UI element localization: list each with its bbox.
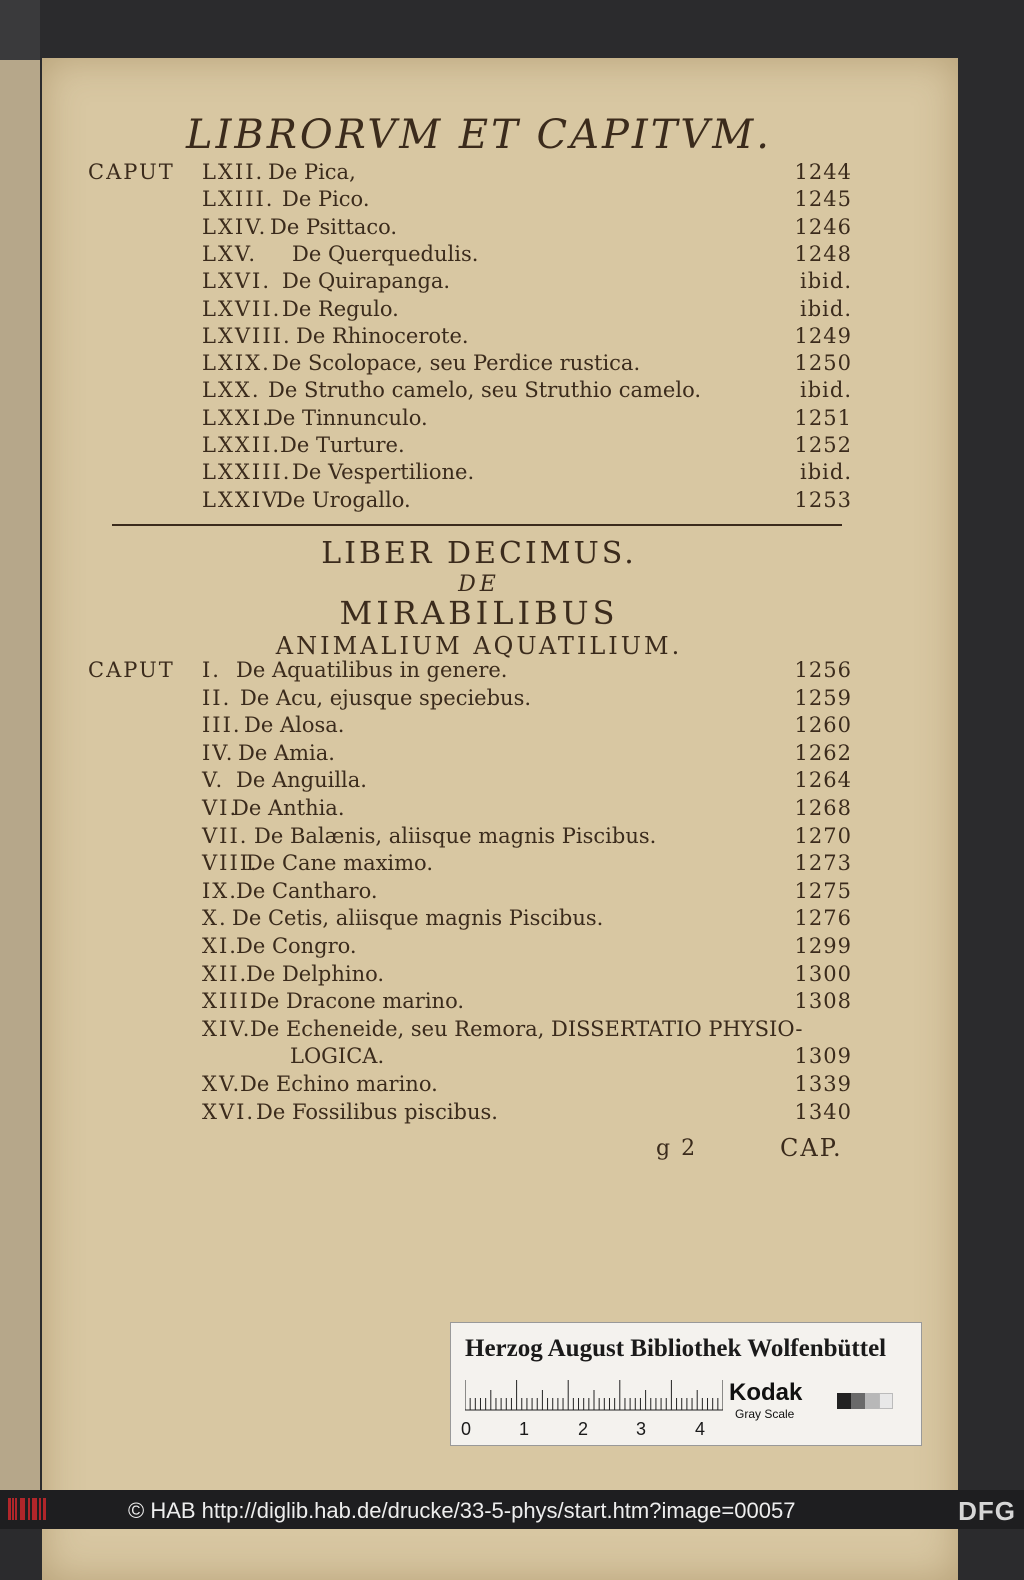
page-number: 1252	[794, 433, 852, 457]
running-title: LIBRORVM ET CAPITVM.	[186, 112, 772, 158]
gray-swatch	[879, 1393, 893, 1409]
ruler-number: 4	[695, 1419, 706, 1439]
catchword: CAP.	[780, 1134, 843, 1162]
chapter-number: LXIX.	[202, 351, 271, 376]
page-number: 1262	[794, 740, 852, 765]
hab-logo-icon	[8, 1498, 48, 1520]
chapter-entry	[0, 824, 958, 851]
logo-bar	[39, 1498, 41, 1520]
chapter-number: LXIII.	[202, 187, 275, 212]
chapter-number: LXII.	[202, 160, 265, 184]
logo-bar	[15, 1498, 17, 1520]
chapter-number: X.	[202, 906, 228, 931]
chapter-title: De Echino marino.	[240, 1072, 438, 1096]
chapter-number: LXXIV.	[202, 487, 285, 512]
chapter-title: De Cane maximo.	[246, 851, 434, 876]
chapter-title: De Alosa.	[244, 713, 345, 738]
chapter-number: XV.	[202, 1072, 242, 1096]
chapter-title: De Urogallo.	[276, 487, 411, 512]
chapter-title: De Tinnunculo.	[266, 405, 428, 430]
chapter-entry	[0, 851, 958, 878]
page-number: 1251	[794, 405, 852, 430]
page-number: 1256	[794, 658, 852, 682]
page-number: 1248	[794, 241, 852, 266]
chapter-number: I.	[202, 658, 221, 682]
page-number: 1275	[794, 878, 852, 903]
chapter-entry	[0, 269, 958, 296]
chapter-entry	[0, 187, 958, 214]
page-number: 1299	[794, 934, 852, 958]
chapter-number: LXVII.	[202, 296, 282, 321]
caput-label: CAPUT	[88, 658, 175, 682]
logo-bar	[12, 1498, 14, 1520]
chapter-entry	[0, 879, 958, 906]
chapter-entry	[0, 934, 958, 961]
logo-bar	[23, 1498, 25, 1520]
chapter-entry	[0, 989, 958, 1016]
copyright-link[interactable]: © HAB http://diglib.hab.de/drucke/33-5-phys/start.htm?image=00057	[128, 1498, 796, 1523]
chapter-entry	[0, 768, 958, 795]
chapter-entry	[0, 1017, 958, 1044]
chapter-number: LXV.	[202, 241, 258, 266]
chapter-number: V.	[202, 768, 225, 793]
page-number: ibid.	[800, 296, 852, 321]
page-number: 1260	[794, 713, 852, 738]
chapter-entry	[0, 1044, 958, 1071]
page-number: ibid.	[800, 378, 852, 403]
chapter-entry	[0, 1072, 958, 1099]
kodak-brand: Kodak	[729, 1379, 803, 1406]
chapter-number: LXXIII.	[202, 460, 292, 485]
chapter-title: De Anguilla.	[236, 768, 367, 793]
page-number: 1270	[794, 823, 852, 848]
gray-swatch	[851, 1393, 865, 1409]
chapter-title: LOGICA.	[290, 1044, 385, 1069]
chapter-title: De Amia.	[238, 740, 335, 765]
chapter-title: De Echeneide, seu Remora, DISSERTATIO PHYSIO-	[250, 1016, 803, 1041]
page-number: 1246	[794, 214, 852, 239]
chapter-number: VIII.	[202, 851, 259, 876]
chapter-title: De Cantharo.	[236, 878, 378, 903]
page-number: 1250	[794, 351, 852, 376]
chapter-number: XI.	[202, 934, 238, 958]
chapter-entry	[0, 686, 958, 713]
chapter-number: XIII.	[202, 989, 259, 1014]
logo-bar	[35, 1498, 37, 1520]
chapter-number: VI.	[202, 796, 239, 820]
page-number: ibid.	[800, 269, 852, 294]
page-number: 1308	[794, 989, 852, 1014]
page-number: 1273	[794, 851, 852, 876]
page-number: 1249	[794, 323, 852, 348]
chapter-entry	[0, 796, 958, 823]
page-number: 1268	[794, 796, 852, 820]
chapter-title: De Quirapanga.	[282, 269, 451, 294]
page-number: 1259	[794, 685, 852, 710]
chapter-entry	[0, 242, 958, 269]
chapter-number: IX.	[202, 878, 238, 903]
chapter-number: II.	[202, 685, 232, 710]
chapter-title: De Delphino.	[246, 961, 385, 986]
chapter-title: De Aquatilibus in genere.	[236, 658, 508, 682]
chapter-number: III.	[202, 713, 242, 738]
chapter-entry	[0, 215, 958, 242]
book-number: LIBER DECIMUS.	[321, 536, 637, 571]
page-number: ibid.	[800, 460, 852, 485]
logo-bar	[28, 1498, 30, 1520]
chapter-title: De Fossilibus piscibus.	[256, 1099, 498, 1124]
chapter-number: XVI.	[202, 1099, 256, 1124]
chapter-title: De Pico.	[282, 187, 370, 212]
gray-swatch	[837, 1393, 851, 1409]
chapter-entry	[0, 658, 958, 685]
chapter-title: De Dracone marino.	[250, 989, 465, 1014]
logo-bar	[43, 1498, 46, 1520]
chapter-entry	[0, 324, 958, 351]
ruler-number: 1	[519, 1419, 530, 1439]
section-divider	[112, 524, 842, 526]
chapter-title: De Strutho camelo, seu Struthio camelo.	[268, 378, 702, 403]
scale-ruler	[465, 1377, 723, 1411]
chapter-number: LXVIII.	[202, 323, 292, 348]
chapter-entry	[0, 160, 958, 187]
chapter-number: LXXII.	[202, 433, 282, 457]
page-number: 1253	[794, 487, 852, 512]
chapter-number: LXIV.	[202, 214, 268, 239]
page-number: 1339	[794, 1072, 852, 1096]
chapter-number: IV.	[202, 740, 235, 765]
chapter-number: LXXI.	[202, 405, 271, 430]
chapter-title: De Vespertilione.	[292, 460, 475, 485]
chapter-entry	[0, 906, 958, 933]
chapter-title: De Scolopace, seu Perdice rustica.	[272, 351, 641, 376]
chapter-entry	[0, 406, 958, 433]
chapter-entry	[0, 962, 958, 989]
chapter-entry	[0, 488, 958, 515]
chapter-title: De Balænis, aliisque magnis Piscibus.	[254, 823, 657, 848]
chapter-title: De Anthia.	[232, 796, 345, 820]
chapter-entry	[0, 713, 958, 740]
chapter-title: De Psittaco.	[270, 214, 398, 239]
chapter-entry	[0, 433, 958, 460]
chapter-entry	[0, 741, 958, 768]
ruler-number: 0	[461, 1419, 472, 1439]
page-number: 1264	[794, 768, 852, 793]
page-number: 1309	[794, 1044, 852, 1069]
chapter-title: De Pica,	[268, 160, 356, 184]
chapter-number: VII.	[202, 823, 249, 848]
book-subtitle: ANIMALIUM AQUATILIUM.	[275, 632, 683, 660]
logo-bar	[8, 1498, 11, 1520]
chapter-number: XIV.	[202, 1016, 252, 1041]
library-name: Herzog August Bibliothek Wolfenbüttel	[465, 1335, 887, 1362]
chapter-title: De Turture.	[280, 433, 405, 457]
chapter-entry	[0, 460, 958, 487]
chapter-title: De Querquedulis.	[292, 241, 479, 266]
caput-label: CAPUT	[88, 160, 175, 184]
page-number: 1340	[794, 1099, 852, 1124]
chapter-number: XII.	[202, 961, 249, 986]
ruler-number: 2	[578, 1419, 589, 1439]
chapter-entry	[0, 297, 958, 324]
gray-swatch	[865, 1393, 879, 1409]
chapter-entry	[0, 378, 958, 405]
chapter-title: De Rhinocerote.	[296, 323, 469, 348]
chapter-title: De Acu, ejusque speciebus.	[240, 685, 532, 710]
chapter-number: LXX.	[202, 378, 261, 403]
chapter-title: De Regulo.	[282, 296, 399, 321]
signature-mark: g 2	[656, 1136, 698, 1161]
book-title: MIRABILIBUS	[339, 594, 619, 632]
page-number: 1276	[794, 906, 852, 931]
chapter-entry	[0, 351, 958, 378]
chapter-entry	[0, 1100, 958, 1127]
page-number: 1300	[794, 961, 852, 986]
gray-scale-label: Gray Scale	[735, 1407, 795, 1421]
chapter-title: De Cetis, aliisque magnis Piscibus.	[232, 906, 604, 931]
book-de: DE	[458, 572, 500, 597]
dfg-logo: DFG	[958, 1496, 1016, 1526]
viewer-footer-bar	[0, 1490, 1024, 1529]
color-target-card	[450, 1322, 922, 1446]
chapter-number: LXVI.	[202, 269, 272, 294]
page-number: 1244	[794, 160, 852, 184]
chapter-title: De Congro.	[236, 934, 357, 958]
ruler-number: 3	[636, 1419, 647, 1439]
page-number: 1245	[794, 187, 852, 212]
